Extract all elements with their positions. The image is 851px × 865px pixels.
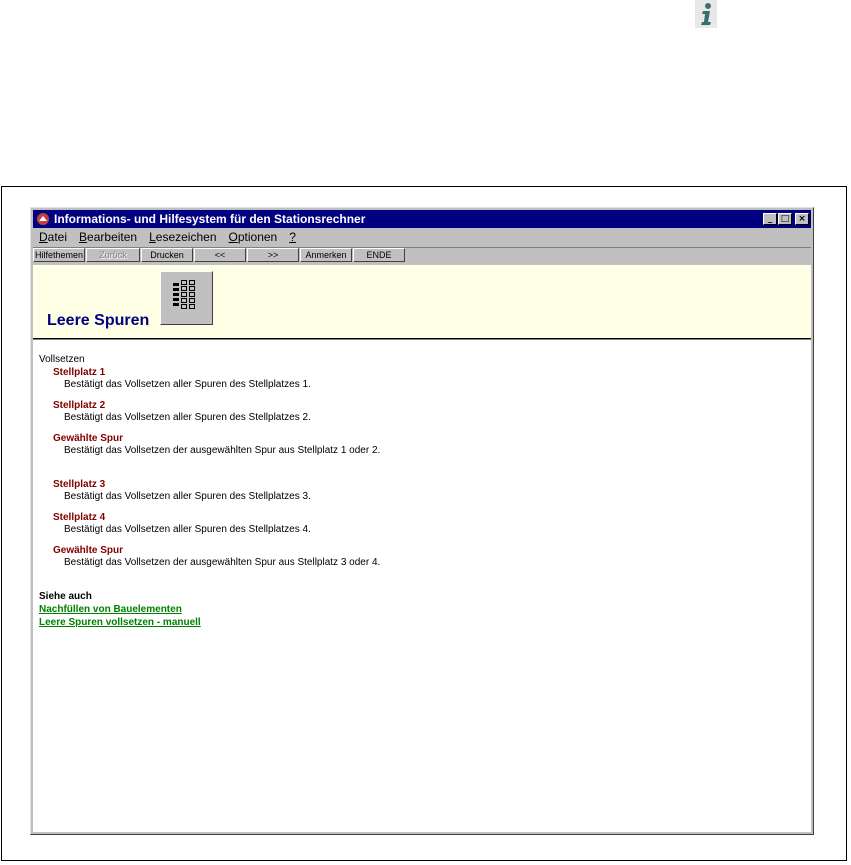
menu-optionen[interactable]: Optionen (228, 230, 278, 244)
maximize-button[interactable] (778, 213, 792, 225)
entry-head: Gewählte Spur (53, 545, 124, 556)
menu-lesezeichen[interactable]: Lesezeichen (149, 230, 217, 244)
help-window (30, 207, 814, 835)
drucken-button[interactable]: Drucken (141, 248, 193, 262)
menu-bearbeiten[interactable]: Bearbeiten (79, 230, 138, 244)
entry-head: Stellplatz 2 (53, 400, 106, 411)
entry-desc: Bestätigt das Vollsetzen aller Spuren des Stellplatzes 3. (64, 491, 311, 502)
menu-datei[interactable]: Datei (39, 230, 68, 244)
title-bar (33, 210, 811, 228)
section-label: Vollsetzen (39, 354, 85, 365)
entry-head: Stellplatz 4 (53, 512, 106, 523)
hilfethemen-button[interactable]: Hilfethemen (34, 250, 84, 260)
button-bar (33, 247, 811, 264)
menu-bar (33, 229, 811, 246)
entry-desc: Bestätigt das Vollsetzen aller Spuren des Stellplatzes 1. (64, 379, 311, 390)
entry-desc: Bestätigt das Vollsetzen der ausgewählten Spur aus Stellplatz 1 oder 2. (64, 445, 381, 456)
minimize-button[interactable] (763, 213, 777, 225)
topic-content (33, 339, 811, 832)
zurueck-button[interactable]: Zurück (86, 248, 140, 262)
close-button[interactable] (795, 213, 809, 225)
app-icon (36, 212, 50, 226)
anmerken-button[interactable]: Anmerken (300, 248, 352, 262)
see-also-heading: Siehe auch (39, 591, 92, 602)
window-title: Informations- und Hilfesystem für den Stationsrechner (54, 212, 366, 226)
close-icon: × (798, 213, 806, 224)
entry-desc: Bestätigt das Vollsetzen der ausgewählten Spur aus Stellplatz 3 oder 4. (64, 557, 381, 568)
entry-head: Stellplatz 1 (53, 367, 106, 378)
ende-button[interactable]: ENDE (353, 248, 405, 262)
entry-desc: Bestätigt das Vollsetzen aller Spuren des Stellplatzes 2. (64, 412, 311, 423)
entry-head: Gewählte Spur (53, 433, 124, 444)
page-title: Leere Spuren (47, 312, 150, 329)
maximize-icon: □ (780, 213, 790, 224)
entry-head: Stellplatz 3 (53, 479, 106, 490)
next-topic-button[interactable]: >> (247, 248, 299, 262)
entry-desc: Bestätigt das Vollsetzen aller Spuren des Stellplatzes 4. (64, 524, 311, 535)
prev-topic-button[interactable]: << (194, 248, 246, 262)
minimize-icon: _ (767, 213, 773, 224)
info-icon (695, 0, 717, 28)
link-vollsetzen-manuell[interactable]: Leere Spuren vollsetzen - manuell (39, 617, 201, 628)
menu-help[interactable]: ? (289, 230, 296, 244)
topic-header (33, 265, 811, 339)
topic-icon (160, 271, 213, 325)
link-nachfuellen[interactable]: Nachfüllen von Bauelementen (39, 604, 182, 615)
